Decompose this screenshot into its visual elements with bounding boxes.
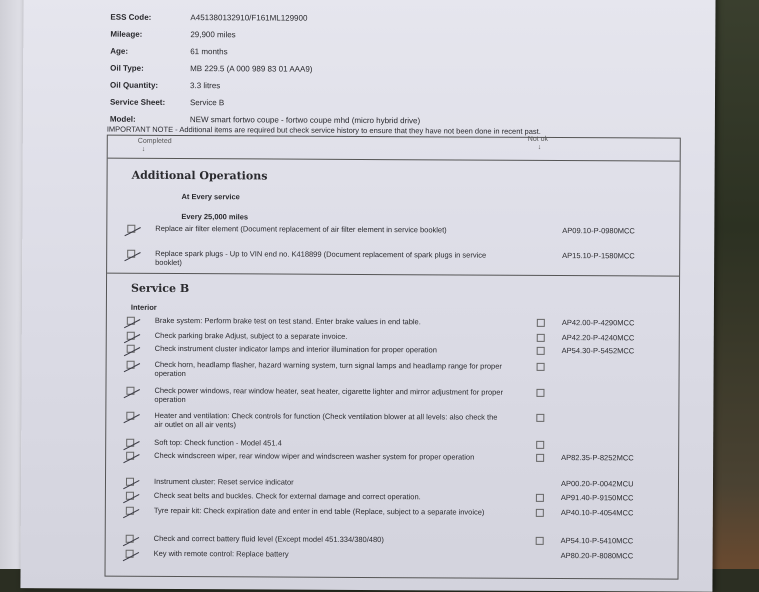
checklist-item-text: Tyre repair kit: Check expiration date and enter in end table (Replace, subject to a separate invoice) [153,505,485,517]
not-ok-checkbox[interactable] [537,319,545,327]
handwritten-tick-mark [120,218,141,236]
procedure-code: AP00.20-P-0042MCU [560,479,634,489]
procedure-code: AP15.10-P-1580MCC [562,251,635,261]
divider [108,158,680,162]
checklist-item-text: Heater and ventilation: Check controls for function (Check ventilation blower at all levels: also check the air outlet on all air vents) [154,410,498,430]
procedure-code: AP91.40-P-9150MCC [560,493,634,503]
checklist-item-text: Check horn, headlamp flasher, hazard warning system, turn signal lamps and headlamp range for proper operation [154,359,502,379]
header-field-value: NEW smart fortwo coupe - fortwo coupe mhd (micro hybrid drive) [189,115,421,126]
checklist-item-text: Replace spark plugs - Up to VIN end no. K418899 (Document replacement of spark plugs in service booklet) [155,248,487,268]
checklist-row [107,315,679,328]
checklist-item-text: Check and correct battery fluid level (Except model 451.334/380/480) [153,533,384,545]
not-ok-checkbox[interactable] [537,347,545,355]
checklist-row [106,385,678,405]
not-ok-checkbox[interactable] [536,414,544,422]
checklist-row [106,410,678,430]
checklist-row [107,330,679,343]
divider [107,273,679,277]
checklist-item-text: Check power windows, rear window heater, seat heater, cigarette lighter and mirror adjustment for proper operation [154,385,504,405]
procedure-code: AP42.20-P-4240MCC [561,333,635,343]
at-every-service-label: At Every service [181,192,240,202]
checklist-row [107,223,679,236]
checklist-item-text: Check parking brake Adjust, subject to a separate invoice. [154,330,348,341]
header-field-label: Oil Quantity: [110,80,159,90]
completed-column-header: Completed [137,137,172,145]
checklist-item-text: Soft top: Check function - Model 451.4 [154,437,282,448]
header-field-value: 29,900 miles [190,30,236,40]
header-field-value: 61 months [190,47,228,57]
not-ok-checkbox[interactable] [536,389,544,397]
handwritten-tick-mark [118,500,139,518]
header-field-label: Mileage: [110,29,143,39]
checklist-table [104,135,680,580]
not-ok-column-header: Not ok [527,135,549,143]
checklist-item-text: Check windscreen wiper, rear window wiper and windscreen washer system for proper operation [154,450,475,462]
handwritten-tick-mark [118,485,139,503]
procedure-code: AP40.10-P-4054MCC [560,508,634,518]
every-25000-miles-label: Every 25,000 miles [181,212,249,222]
service-sheet [20,0,715,592]
not-ok-arrow-icon: ↓ [537,143,542,151]
checklist-item-text: Check instrument cluster indicator lamps and interior illumination for proper operation [154,343,437,355]
procedure-code: AP54.10-P-5410MCC [560,536,634,546]
checklist-item-text: Brake system: Perform brake test on test stand. Enter brake values in end table. [154,315,421,327]
checklist-row [106,548,678,561]
checklist-row [106,490,678,503]
interior-label: Interior [130,302,157,312]
not-ok-checkbox[interactable] [536,509,544,517]
handwritten-tick-mark [119,380,140,398]
procedure-code: AP09.10-P-0980MCC [562,226,635,236]
checklist-item-text: Instrument cluster: Reset service indicator [153,476,294,487]
service-b-title: Service B [130,281,190,296]
checklist-row [106,533,678,546]
procedure-code: AP54.30-P-5452MCC [561,346,635,356]
checklist-row [107,343,679,356]
checklist-row [106,450,678,463]
header-field-value: 3.3 litres [190,81,221,91]
not-ok-checkbox[interactable] [536,454,544,462]
procedure-code: AP42.00-P-4290MCC [561,318,635,328]
handwritten-tick-mark [119,354,140,372]
header-field-value: Service B [189,98,225,108]
not-ok-checkbox[interactable] [536,537,544,545]
checklist-item-text: Key with remote control: Replace battery [153,548,289,559]
header-field-value: MB 229.5 (A 000 989 83 01 AAA9) [190,64,313,74]
header-field-label: Age: [110,46,129,56]
header-field-label: ESS Code: [110,12,152,22]
checklist-item-text: Check seat belts and buckles. Check for external damage and correct operation. [153,490,421,502]
not-ok-checkbox[interactable] [537,334,545,342]
checklist-row [106,476,678,489]
handwritten-tick-mark [119,405,140,423]
handwritten-tick-mark [120,243,141,261]
header-field-label: Oil Type: [110,63,144,73]
procedure-code: AP82.35-P-8252MCC [561,453,634,463]
header-field-label: Service Sheet: [109,97,166,107]
checklist-row [106,505,678,518]
handwritten-tick-mark [119,310,140,328]
not-ok-checkbox[interactable] [536,441,544,449]
checklist-row [106,437,678,448]
checklist-row [107,248,679,268]
handwritten-tick-mark [118,543,139,561]
important-note: IMPORTANT NOTE - Additional items are required but check service history to ensure that they have not been done in recent past. [106,124,541,136]
completed-arrow-icon: ↓ [141,145,146,153]
header-field-label: Model: [109,114,136,124]
header-field-value: A451380132910/F161ML129900 [190,13,308,23]
not-ok-checkbox[interactable] [536,494,544,502]
handwritten-tick-mark [118,528,139,546]
not-ok-checkbox[interactable] [537,363,545,371]
additional-operations-title: Additional Operations [131,168,268,183]
checklist-row [107,359,679,379]
checklist-item-text: Replace air filter element (Document replacement of air filter element in service booklet) [155,223,447,235]
procedure-code: AP80.20-P-8080MCC [560,551,634,561]
